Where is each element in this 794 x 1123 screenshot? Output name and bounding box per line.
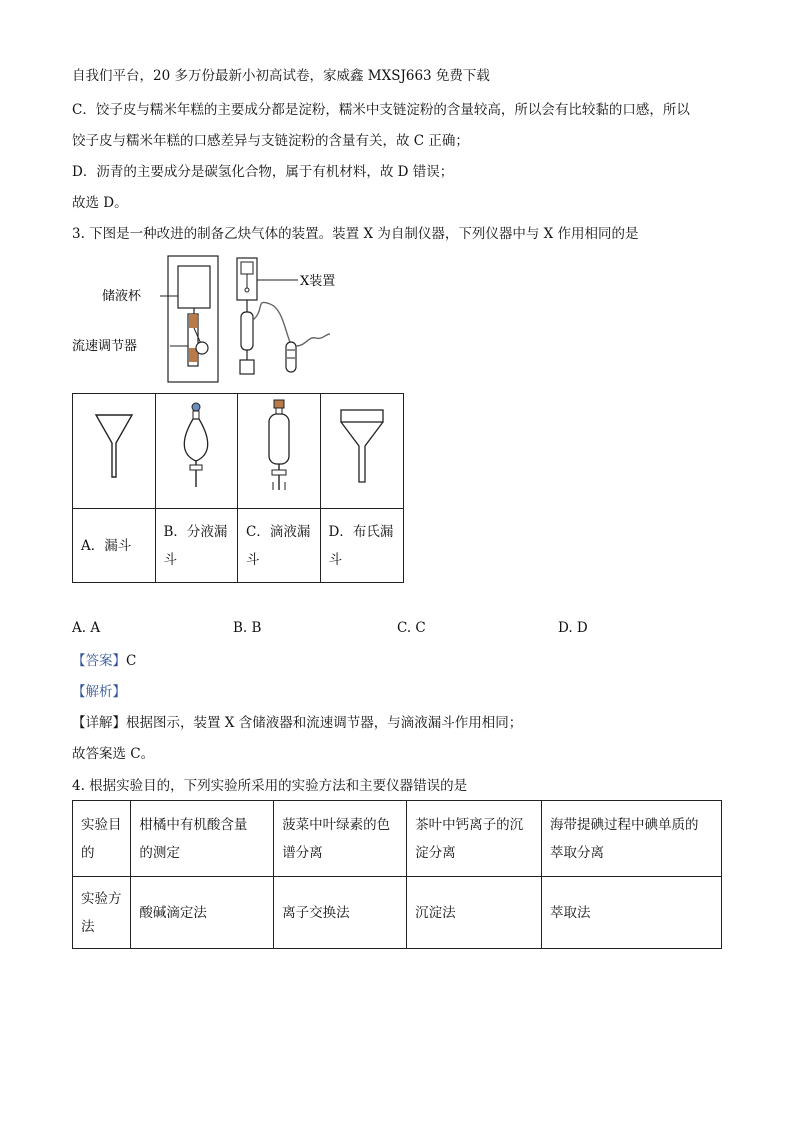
header-line: 自我们平台，20 多万份最新小初高试卷，家威鑫 MXSJ663 免费下载 [72,68,490,84]
method-header-l1: 实验方 [81,890,122,907]
choice-c: C. C [397,620,426,636]
question-3-stem: 3. 下图是一种改进的制备乙炔气体的装置。装置 X 为自制仪器，下列仪器中与 X 作用相同的是 [72,226,639,242]
separatory-funnel-icon [176,401,216,491]
separatory-funnel-image-cell [155,394,238,509]
option-c-label-cell [238,509,321,583]
buchner-funnel-image-cell [320,394,403,509]
reservoir-cup-icon [178,266,210,308]
answer-value: C [126,653,137,669]
option-d-label-line2: 斗 [328,551,343,568]
choice-a: A. A [72,620,101,636]
analysis-tag: 【解析】 [72,684,126,700]
method-header-cell [73,877,131,949]
purpose-cell-2 [274,801,407,877]
choice-d: D. D [558,620,588,636]
purpose-4-l1: 海带提碘过程中碘单质的 [549,816,699,833]
option-b-label-line2: 斗 [163,551,178,568]
dropping-funnel-image-cell [238,394,321,509]
choice-b: B. B [233,620,262,636]
purpose-cell-3 [407,801,542,877]
buchner-funnel-icon [337,406,387,486]
option-c-label-line2: 斗 [246,551,260,568]
funnel-icon [94,411,134,481]
method-cell-2: 离子交换法 [274,877,407,949]
funnel-image-cell [73,394,156,509]
beaker-icon [240,360,254,374]
method-cell-4: 萃取法 [541,877,721,949]
purpose-1-l1: 柑橘中有机酸含量 [139,816,248,833]
x-device-label: X装置 [300,274,336,289]
purpose-header-cell [73,801,131,877]
purpose-2-l1: 菠菜中叶绿素的色 [282,816,391,833]
detail-text: 根据图示，装置 X 含储液器和流速调节器，与滴液漏斗作用相同； [126,715,523,731]
acetylene-apparatus-figure [60,250,350,390]
detail-line [72,713,522,733]
purpose-cell-1 [131,801,274,877]
option-b-label-cell [155,509,238,583]
flow-regulator-wheel-icon [196,342,208,354]
purpose-2-l2: 谱分离 [282,844,323,861]
purpose-3-l1: 茶叶中钙离子的沉 [415,816,524,833]
experiment-table [72,800,722,949]
method-header-l2: 法 [81,918,95,935]
test-tube-icon [286,342,296,372]
dropping-funnel-icon [259,398,299,494]
purpose-cell-4 [541,801,721,877]
option-d-label-line1: D．布氏漏 [328,523,394,540]
option-b-label-line1: B．分液漏 [163,523,228,540]
previous-conclusion: 故选 D。 [72,195,128,211]
purpose-4-l2: 萃取分离 [549,844,604,861]
method-cell-1: 酸碱滴定法 [131,877,274,949]
option-a-label-cell [73,509,156,583]
question-4-stem: 4. 根据实验目的，下列实验所采用的实验方法和主要仪器错误的是 [72,778,468,794]
generator-flask-icon [241,312,253,350]
analysis-line [72,682,126,702]
answer-tag: 【答案】 [72,653,126,669]
option-c-label-line1: C．滴液漏 [246,523,311,540]
option-c-explanation-line2: 饺子皮与糯米年糕的口感差异与支链淀粉的含量有关，故 C 正确； [72,133,469,149]
purpose-header-l2: 的 [81,844,95,861]
detail-tag: 【详解】 [72,715,126,731]
method-cell-3: 沉淀法 [407,877,542,949]
q3-conclusion: 故答案选 C。 [72,746,155,762]
funnel-options-table [72,393,404,583]
answer-line [72,651,136,671]
flow-regulator-label: 流速调节器 [72,339,138,354]
option-a-label: A．漏斗 [81,537,132,554]
purpose-1-l2: 的测定 [139,844,180,861]
option-d-label-cell [320,509,403,583]
reservoir-label: 储液杯 [102,289,142,304]
option-c-explanation-line1: C．饺子皮与糯米年糕的主要成分都是淀粉，糯米中支链淀粉的含量较高，所以会有比较黏的口感，所以 [72,102,690,118]
purpose-header-l1: 实验目 [81,816,122,833]
purpose-3-l2: 淀分离 [415,844,456,861]
option-d-explanation: D．沥青的主要成分是碳氢化合物，属于有机材料，故 D 错误； [72,164,454,180]
